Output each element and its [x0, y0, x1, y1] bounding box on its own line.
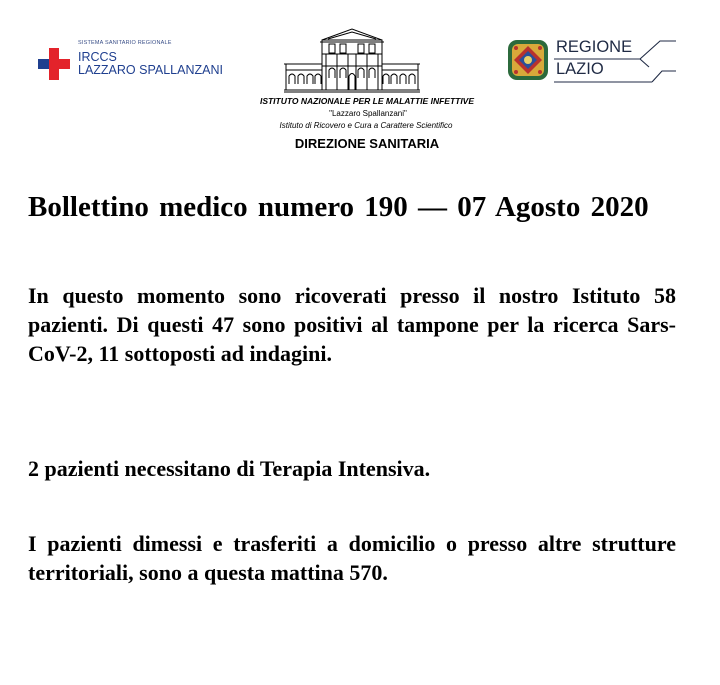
bulletin-paragraph-discharged: I pazienti dimessi e trasferiti a domicilio o presso altre strutture territoriali, sono a questa mattina 570. — [28, 531, 676, 585]
lazio-label: LAZIO — [556, 60, 604, 78]
regione-lazio-logo — [506, 38, 676, 84]
department-label: DIREZIONE SANITARIA — [294, 136, 440, 151]
institute-quote: "Lazzaro Spallanzani" — [329, 109, 407, 118]
red-cross-icon — [38, 48, 70, 80]
building-facade-icon — [284, 26, 420, 94]
irccs-label: IRCCS — [78, 50, 117, 64]
bulletin-title: Bollettino medico numero 190 — 07 Agosto 2020 — [28, 191, 649, 223]
regione-label: REGIONE — [556, 38, 633, 56]
institute-name: ISTITUTO NAZIONALE PER LE MALATTIE INFETTIVE — [259, 96, 475, 106]
irccs-spallanzani-logo — [38, 40, 228, 84]
regione-lazio-emblem-icon — [506, 38, 550, 82]
bulletin-paragraph-admitted: In questo momento sono ricoverati presso il nostro Istituto 58 pazienti. Di questi 47 sono positivi al tampone per la ricerca Sars-CoV-2, 11 sottoposti ad indagini. — [28, 283, 676, 366]
regional-health-system-label: SISTEMA SANITARIO REGIONALE — [78, 40, 172, 46]
institute-subtitle: Istituto di Ricovero e Cura a Carattere Scientifico — [279, 121, 453, 130]
bulletin-paragraph-intensive-care: 2 pazienti necessitano di Terapia Intensiva. — [28, 456, 431, 481]
lazzaro-spallanzani-label: LAZZARO SPALLANZANI — [78, 63, 223, 77]
